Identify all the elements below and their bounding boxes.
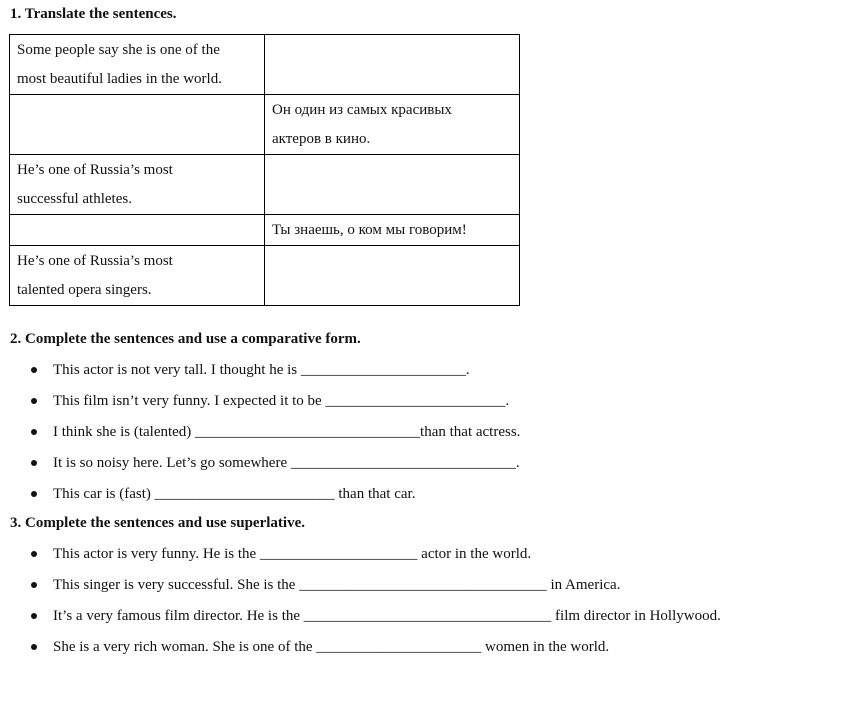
bullet-icon (31, 644, 37, 650)
item-text: She is a very rich woman. She is one of the (53, 639, 317, 655)
table-row (10, 246, 520, 306)
item-text-after: . (515, 455, 520, 471)
table-row (10, 35, 520, 95)
list-item (0, 359, 520, 390)
table-cell-english (10, 246, 265, 306)
cell-line: He’s one of Russia’s most (17, 253, 173, 269)
item-text: This car is (fast) (53, 486, 155, 502)
answer-blank[interactable]: ______________________ (316, 639, 482, 655)
table-row (10, 95, 520, 155)
list-item (0, 574, 721, 605)
cell-line: Some people say she is one of the (17, 42, 220, 58)
cell-line: Ты знаешь, о ком мы говорим! (272, 222, 467, 238)
item-text: This singer is very successful. She is the (53, 577, 300, 593)
table-cell-english (10, 155, 265, 215)
cell-line: successful athletes. (17, 191, 132, 207)
list-item (0, 421, 520, 452)
answer-blank[interactable]: _____________________ (259, 546, 418, 562)
answer-blank[interactable]: ______________________________ (195, 424, 421, 440)
table-cell-russian[interactable] (265, 246, 520, 306)
list-item (0, 483, 520, 514)
item-text-after: than that actress. (420, 424, 521, 440)
bullet-icon (31, 613, 37, 619)
item-text-after: . (505, 393, 510, 409)
cell-line: Он один из самых красивых (272, 102, 452, 118)
list-item (0, 390, 520, 421)
bullet-icon (31, 429, 37, 435)
bullet-icon (31, 398, 37, 404)
cell-line: most beautiful ladies in the world. (17, 71, 222, 87)
answer-blank[interactable]: ______________________________ (290, 455, 516, 471)
answer-blank[interactable]: ______________________ (300, 362, 466, 378)
answer-blank[interactable]: _________________________________ (303, 608, 552, 624)
answer-blank[interactable]: _________________________________ (299, 577, 547, 593)
table-row (10, 215, 520, 246)
item-text: It’s a very famous film director. He is the (53, 608, 304, 624)
cell-line: talented opera singers. (17, 282, 152, 298)
item-text: This film isn’t very funny. I expected it to be (53, 393, 326, 409)
section-2-title: 2. Complete the sentences and use a comparative form. (10, 331, 361, 347)
comparative-list (0, 359, 520, 514)
item-text-after: film director in Hollywood. (551, 608, 721, 624)
list-item (0, 636, 721, 667)
list-item (0, 452, 520, 483)
table-cell-russian (265, 95, 520, 155)
item-text: It is so noisy here. Let’s go somewhere (53, 455, 291, 471)
table-cell-english[interactable] (10, 215, 265, 246)
translation-table (9, 34, 520, 306)
cell-line: He’s one of Russia’s most (17, 162, 173, 178)
item-text-after: . (465, 362, 470, 378)
table-cell-english[interactable] (10, 95, 265, 155)
table-cell-english (10, 35, 265, 95)
item-text: I think she is (talented) (53, 424, 196, 440)
table-cell-russian[interactable] (265, 155, 520, 215)
item-text: This actor is very funny. He is the (53, 546, 260, 562)
bullet-icon (31, 367, 37, 373)
bullet-icon (31, 582, 37, 588)
cell-line: актеров в кино. (272, 131, 371, 147)
answer-blank[interactable]: ________________________ (154, 486, 335, 502)
bullet-icon (31, 460, 37, 466)
item-text-after: women in the world. (481, 639, 610, 655)
table-cell-russian (265, 215, 520, 246)
answer-blank[interactable]: ________________________ (325, 393, 506, 409)
item-text-after: than that car. (334, 486, 416, 502)
table-row (10, 155, 520, 215)
bullet-icon (31, 551, 37, 557)
list-item (0, 543, 721, 574)
item-text: This actor is not very tall. I thought he is (53, 362, 301, 378)
item-text-after: actor in the world. (417, 546, 532, 562)
bullet-icon (31, 491, 37, 497)
superlative-list (0, 543, 721, 667)
list-item (0, 605, 721, 636)
item-text-after: in America. (546, 577, 621, 593)
section-1-title: 1. Translate the sentences. (10, 6, 177, 22)
table-cell-russian[interactable] (265, 35, 520, 95)
section-3-title: 3. Complete the sentences and use superlative. (10, 515, 305, 531)
